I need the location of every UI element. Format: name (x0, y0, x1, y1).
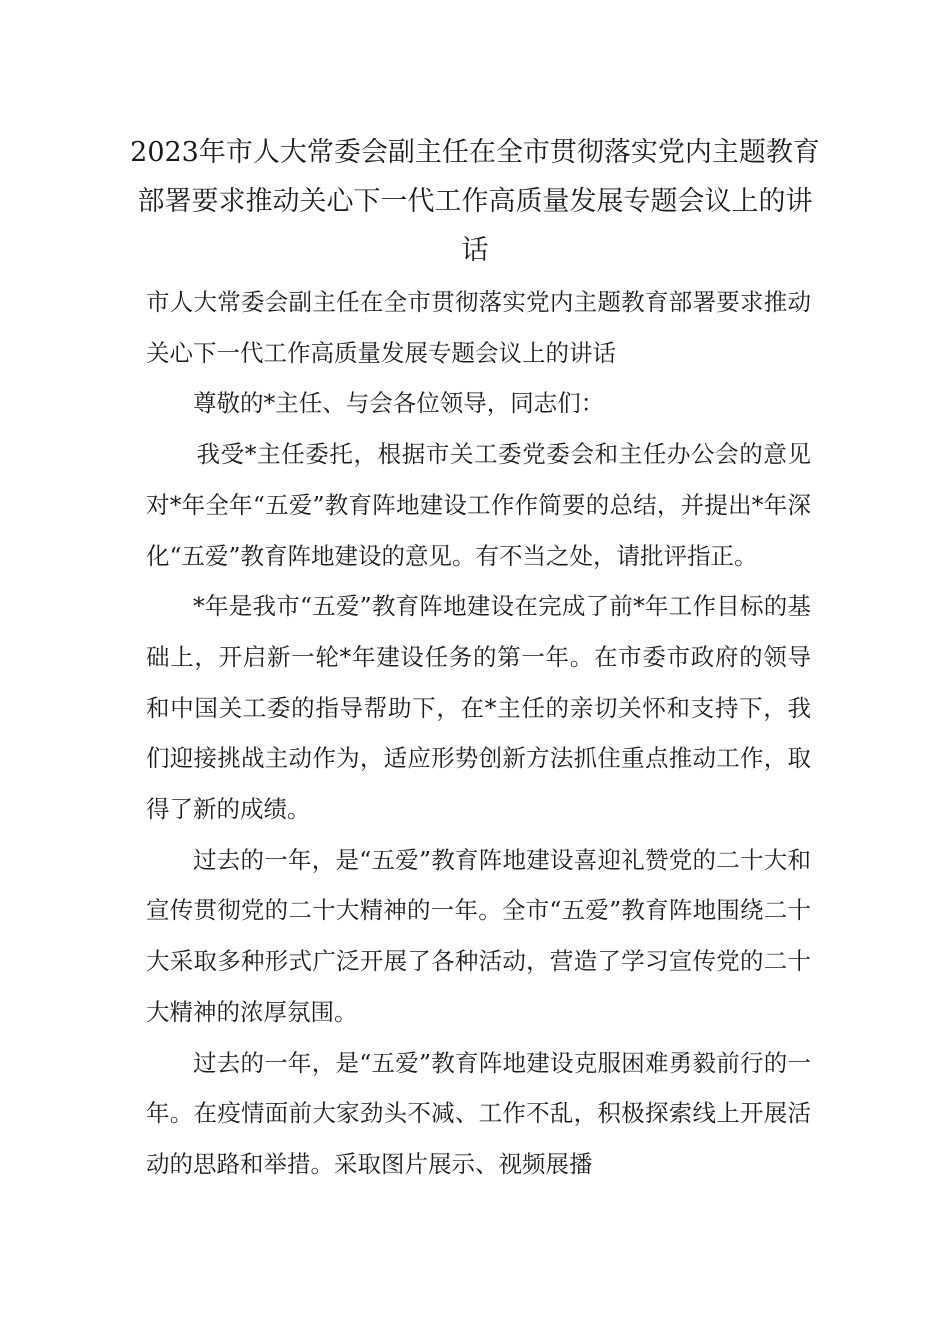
paragraph-2: *年是我市“五爱”教育阵地建设在完成了前*年工作目标的基础上，开启新一轮*年建设任务的第一年。在市委市政府的领导和中国关工委的指导帮助下，在*主任的亲切关怀和支持下，我们迎接挑战主动作为，适应形势创新方法抓住重点推动工作，取得了新的成绩。 (146, 592, 811, 824)
document-body (146, 277, 811, 1190)
document-title: 2023年市人大常委会副主任在全市贯彻落实党内主题教育部署要求推动关心下一代工作高质量发展专题会议上的讲话 (130, 137, 820, 266)
document-subtitle: 市人大常委会副主任在全市贯彻落实党内主题教育部署要求推动关心下一代工作高质量发展专题会议上的讲话 (146, 288, 811, 367)
salutation: 尊敬的*主任、与会各位领导，同志们： (193, 389, 605, 418)
paragraph-3: 过去的一年，是“五爱”教育阵地建设喜迎礼赞党的二十大和宣传贯彻党的二十大精神的一年。全市“五爱”教育阵地围绕二十大采取多种形式广泛开展了各种活动，营造了学习宣传党的二十大精神的浓厚氛围。 (146, 845, 811, 1026)
paragraph-1: 我受*主任委托，根据市关工委党委会和主任办公会的意见对*年全年“五爱”教育阵地建设工作作简要的总结，并提出*年深化“五爱”教育阵地建设的意见。有不当之处，请批评指正。 (146, 440, 811, 570)
paragraph-4: 过去的一年，是“五爱”教育阵地建设克服困难勇毅前行的一年。在疫情面前大家劲头不减、工作不乱，积极探索线上开展活动的思路和举措。采取图片展示、视频展播 (146, 1048, 811, 1178)
